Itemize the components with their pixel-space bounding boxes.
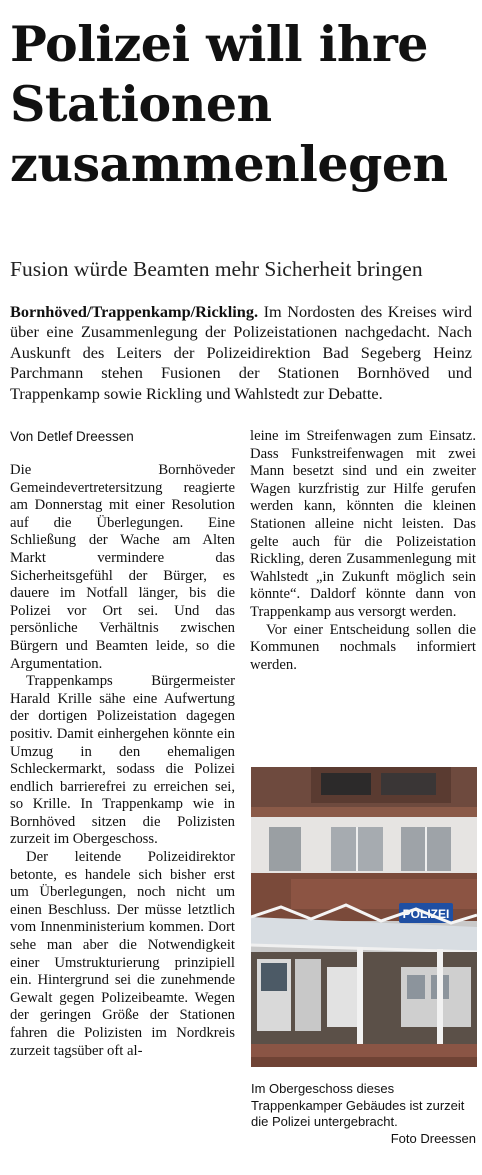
photo-caption: Im Obergeschoss dieses Trappenkamper Gebäudes ist zurzeit die Polizei untergebracht. <box>251 1081 465 1129</box>
lead-text: Im Nordosten des Kreises wird über eine Zusammenlegung der Polizeistationen nachgedacht. Nach Auskunft des Leiters der Polizeidirektion Bad Segeberg Heinz Parchmann stehen Fusionen der Stationen Bornhöved und Trappenkamp sowie Rickling und Wahlstedt zur Debatte. <box>10 302 472 403</box>
article-column-1 <box>10 462 235 1060</box>
article-column-2 <box>250 428 476 674</box>
lead-paragraph <box>10 302 472 404</box>
headline: Polizei will ihre Stationen zusammenlegen <box>10 15 448 193</box>
police-building-photo <box>251 767 477 1067</box>
lead-dateline: Bornhöved/Trappenkamp/Rickling. <box>10 302 259 321</box>
body-paragraph: leine im Streifenwagen zum Einsatz. Dass Funkstreifenwagen mit zwei Mann besetzt sind und ein zweiter Wagen kurzfristig zur Hilfe gerufen werden kann, könnten die kleinen Stationen alleine nicht leisten. Das gelte auch für die Polizeistation Rickling, deren Zusammenlegung mit Wahlstedt „in Zukunft möglich sein könnte“. Daldorf könnte dann von Trappenkamp aus versorgt werden. <box>250 428 476 620</box>
photo-credit: Foto Dreessen <box>390 1131 476 1146</box>
body-paragraph: Trappenkamps Bürgermeister Harald Krille sähe eine Aufwertung der dortigen Polizeistation dagegen positiv. Damit einhergehen könnte ein Umzug in den ehemaligen Schleckermarkt, sodass die Polizei endlich barrierefrei zu erreichen sei, so Krille. In Trappenkamp wie in Bornhöved sitzen die Polizisten zurzeit im Obergeschoss. <box>10 673 235 848</box>
body-paragraph: Vor einer Entscheidung sollen die Kommunen nochmals informiert werden. <box>250 621 476 673</box>
subheadline: Fusion würde Beamten mehr Sicherheit bringen <box>10 257 423 281</box>
body-paragraph: Der leitende Polizeidirektor betonte, es handele sich bisher erst um Überlegungen, noch nicht um einen Beschluss. Der müsse letztlich vom Innenministerium kommen. Dort sehe man aber die Notwendigkeit einer Umstrukturierung prinzipiell ein. Hintergrund sei die zunehmende Gewalt gegen Polizeibeamte. Wegen der geringen Größe der Stationen fahren die Polizisten im Nordkreis zurzeit tagsüber oft al- <box>10 849 235 1059</box>
byline: Von Detlef Dreessen <box>10 429 134 444</box>
polizei-sign: POLIZEI <box>402 907 450 921</box>
body-paragraph: Die Bornhöveder Gemeindevertretersitzung reagierte am Donnerstag mit einer Resolution auf die Überlegungen. Eine Schließung der Wache am Alten Markt vermindere das Sicherheitsgefühl der Bürger, es dauere im Notfall länger, bis die Polizei vor Ort sei. Und das persönliche Verhältnis zwischen Bürgern und Beamten leide, so die Argumentation. <box>10 462 235 672</box>
